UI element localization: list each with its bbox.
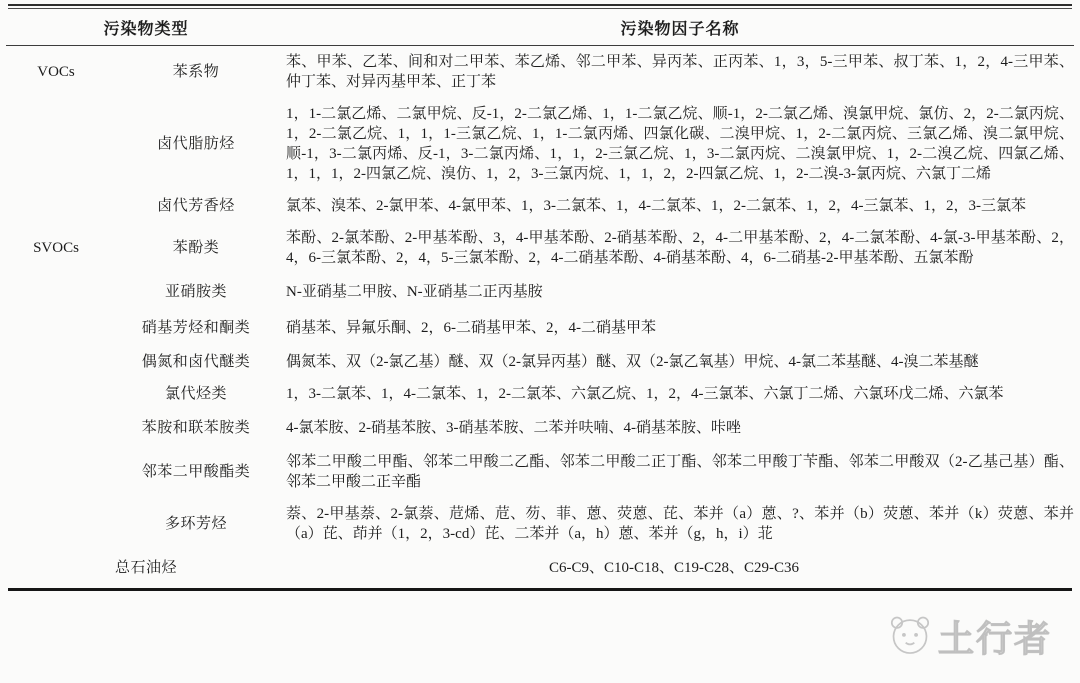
pollutant-category — [6, 378, 106, 410]
table-row — [6, 274, 1074, 310]
pollutant-category — [6, 410, 106, 446]
table-row-total-petroleum — [6, 550, 1074, 586]
pollutant-factors: 苯酚、2-氯苯酚、2-甲基苯酚、3，4-甲基苯酚、2-硝基苯酚、2，4-二甲基苯酚、2，4-二氯苯酚、4-氯-3-甲基苯酚、2，4，6-三氯苯酚、2，4，5-三氯苯酚、2，4-二硝基苯酚、4-硝基苯酚、4，6-二硝基-2-甲基苯酚、五氯苯酚 — [286, 230, 1074, 266]
pollutant-factors: 硝基苯、异氟乐酮、2，6-二硝基甲苯、2，4-二硝基甲苯 — [286, 320, 657, 336]
header-row — [6, 9, 1074, 46]
pollutant-subtype: 苯胺和联苯胺类 — [141, 420, 251, 436]
table-row — [6, 222, 1074, 274]
pollutant-category — [6, 274, 106, 310]
pollutant-category: SVOCs — [33, 240, 79, 256]
pollutant-category — [6, 190, 106, 222]
table-row — [6, 446, 1074, 498]
pollutant-factors: 邻苯二甲酸二甲酯、邻苯二甲酸二乙酯、邻苯二甲酸二正丁酯、邻苯二甲酸丁苄酯、邻苯二甲酸双（2-乙基己基）酯、邻苯二甲酸二正辛酯 — [286, 454, 1074, 490]
table-row — [6, 378, 1074, 410]
table-body — [6, 46, 1074, 587]
pollutant-factors: 苯、甲苯、乙苯、间和对二甲苯、苯乙烯、邻二甲苯、异丙苯、正丙苯、1，3，5-三甲苯、叔丁苯、1，2，4-三甲苯、仲丁苯、对异丙基甲苯、正丁苯 — [286, 54, 1074, 90]
table-row — [6, 410, 1074, 446]
pollutant-category — [6, 310, 106, 346]
pollutant-table — [6, 9, 1074, 586]
pollutant-factors: 4-氯苯胺、2-硝基苯胺、3-硝基苯胺、二苯并呋喃、4-硝基苯胺、咔唑 — [286, 420, 741, 436]
pollutant-factors: 偶氮苯、双（2-氯乙基）醚、双（2-氯异丙基）醚、双（2-氯乙氧基）甲烷、4-氯二苯基醚、4-溴二苯基醚 — [286, 354, 979, 370]
table-top-rule — [8, 4, 1072, 6]
table-bottom-rule — [8, 588, 1072, 591]
table-row — [6, 46, 1074, 99]
pollutant-factors: 氯苯、溴苯、2-氯甲苯、4-氯甲苯、1，3-二氯苯、1，4-二氯苯、1，2-二氯苯、1，2，4-三氯苯、1，2，3-三氯苯 — [286, 198, 1026, 214]
table-row — [6, 310, 1074, 346]
pollutant-category — [6, 98, 106, 190]
total-petroleum-factors: C6-C9、C10-C18、C19-C28、C29-C36 — [548, 560, 800, 576]
header-pollutant-type: 污染物类型 — [6, 9, 286, 46]
pollutant-subtype: 亚硝胺类 — [165, 284, 228, 300]
watermark-text: 土行者 — [937, 619, 1052, 659]
total-petroleum-label: 总石油烃 — [115, 560, 178, 576]
pollutant-subtype: 苯酚类 — [172, 240, 220, 256]
pollutant-subtype: 多环芳烃 — [165, 516, 228, 532]
pollutant-category: VOCs — [37, 64, 75, 80]
pollutant-category — [6, 498, 106, 550]
table-row — [6, 498, 1074, 550]
pollutant-subtype: 卤代芳香烃 — [157, 198, 235, 214]
animal-face-logo-icon — [884, 608, 936, 665]
pollutant-factors: 1，1-二氯乙烯、二氯甲烷、反-1，2-二氯乙烯、1，1-二氯乙烷、顺-1，2-二氯乙烯、溴氯甲烷、氯仿、2，2-二氯丙烷、1，2-二氯乙烷、1，1，1-三氯乙烷、1，1-二氯丙烯、四氯化碳、二溴甲烷、1，2-二氯丙烷、三氯乙烯、溴二氯甲烷、顺-1，3-二氯丙烯、反-1，3-二氯丙烯、1，1，2-三氯乙烷、1，3-二氯丙烷、二溴氯甲烷、1，2-二溴乙烷、四氯乙烯、1，1，1，2-四氯乙烷、溴仿、1，2，3-三氯丙烷、1，1，2，2-四氯乙烷、1，2-二溴-3-氯丙烷、六氯丁二烯 — [286, 106, 1074, 182]
table-row — [6, 190, 1074, 222]
pollutant-category — [6, 346, 106, 378]
table-row — [6, 98, 1074, 190]
pollutant-factors: N-亚硝基二甲胺、N-亚硝基二正丙基胺 — [286, 284, 543, 300]
pollutant-subtype: 邻苯二甲酸酯类 — [141, 464, 251, 480]
pollutant-factors: 1，3-二氯苯、1，4-二氯苯、1，2-二氯苯、六氯乙烷、1，2，4-三氯苯、六氯丁二烯、六氯环戊二烯、六氯苯 — [286, 386, 1004, 402]
watermark — [884, 608, 1052, 665]
pollutant-subtype: 硝基芳烃和酮类 — [141, 320, 251, 336]
pollutant-subtype: 苯系物 — [172, 64, 220, 80]
pollutant-category — [6, 446, 106, 498]
table-row — [6, 346, 1074, 378]
table-header — [6, 9, 1074, 46]
pollutant-subtype: 偶氮和卤代醚类 — [141, 354, 251, 370]
pollutant-factors: 萘、2-甲基萘、2-氯萘、苊烯、苊、芴、菲、蒽、荧蒽、芘、苯并（a）蒽、?、苯并（b）荧蒽、苯并（k）荧蒽、苯并（a）芘、茚并（1，2，3-cd）芘、二苯并（a，h）蒽、苯并（g，h，i）苝 — [286, 506, 1074, 542]
header-factor-name: 污染物因子名称 — [286, 9, 1074, 46]
pollutant-subtype: 氯代烃类 — [165, 386, 228, 402]
pollutant-subtype: 卤代脂肪烃 — [157, 136, 235, 152]
